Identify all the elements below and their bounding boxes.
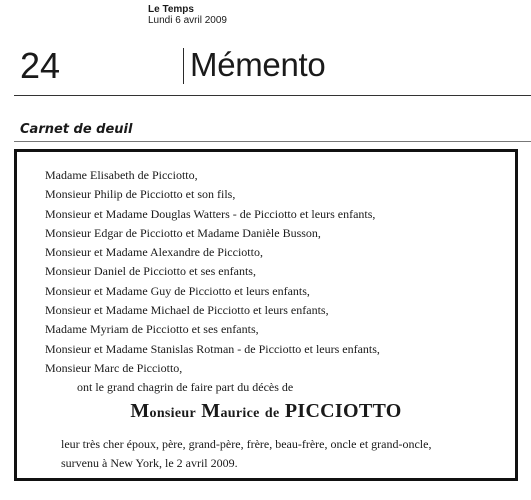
title-rest: onsieur <box>149 406 196 421</box>
section-title: Mémento <box>190 46 326 83</box>
place-date-text: survenu à New York, le 2 avril 2009. <box>61 456 238 470</box>
section-divider <box>183 48 184 84</box>
mourner-line: Monsieur et Madame Michael de Picciotto et leurs enfants, <box>45 303 329 318</box>
relations-text: leur très cher époux, père, grand-père, frère, beau-frère, oncle et grand-oncle, <box>61 437 432 451</box>
announcement-text: ont le grand chagrin de faire part du décès de <box>77 380 294 394</box>
mourners-list <box>45 166 380 378</box>
mourner-line: Monsieur et Madame Stanislas Rotman - de Picciotto et leurs enfants, <box>45 341 380 356</box>
given-initial: M <box>201 400 221 422</box>
rubric-title: Carnet de deuil <box>20 122 133 137</box>
surname: PICCIOTTO <box>284 400 402 422</box>
mourner-line: Madame Myriam de Picciotto et ses enfants, <box>45 322 259 337</box>
rubric-rule <box>14 141 531 142</box>
mourner-line: Monsieur Edgar de Picciotto et Madame Danièle Busson, <box>45 225 321 240</box>
death-notice <box>14 149 518 481</box>
mourner-line: Monsieur Daniel de Picciotto et ses enfants, <box>45 264 256 279</box>
mourner-line: Madame Elisabeth de Picciotto, <box>45 168 198 182</box>
title-initial: M <box>130 400 150 422</box>
mourner-line: Monsieur Marc de Picciotto, <box>45 360 183 375</box>
issue-date: Lundi 6 avril 2009 <box>148 15 227 26</box>
given-rest: aurice <box>220 406 260 421</box>
header-rule <box>14 95 531 96</box>
name-particle: de <box>264 406 280 421</box>
newspaper-name: Le Temps <box>148 4 194 15</box>
deceased-name <box>17 400 515 423</box>
mourner-line: Monsieur et Madame Alexandre de Picciotto, <box>45 245 263 260</box>
mourner-line: Monsieur et Madame Guy de Picciotto et leurs enfants, <box>45 283 310 298</box>
page-number: 24 <box>20 45 61 86</box>
mourner-line: Monsieur Philip de Picciotto et son fils, <box>45 187 236 202</box>
mourner-line: Monsieur et Madame Douglas Watters - de Picciotto et leurs enfants, <box>45 206 376 221</box>
masthead <box>148 4 227 26</box>
